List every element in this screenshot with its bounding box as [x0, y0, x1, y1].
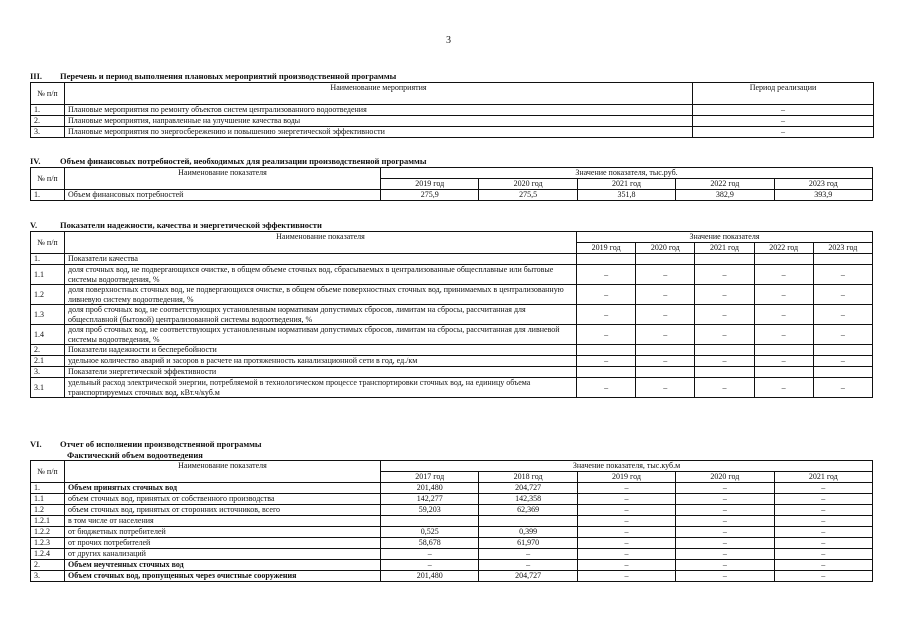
section-6-subtitle: Фактический объем водоотведения — [67, 450, 203, 460]
table-row — [31, 127, 874, 138]
col-header-num: № п/п — [31, 83, 65, 105]
col-header-value: Значение показателя, тыс.куб.м — [381, 461, 873, 472]
value-cell: – — [676, 571, 774, 582]
period-value: – — [693, 127, 874, 138]
value-cell: 58,678 — [381, 538, 479, 549]
section-5 — [30, 220, 873, 398]
value-cell: – — [676, 527, 774, 538]
value-cell: – — [676, 516, 774, 527]
col-header-value: Значение показателя — [577, 232, 873, 243]
value-cell: – — [676, 494, 774, 505]
table-header-row — [31, 168, 873, 179]
value-cell: – — [636, 356, 695, 367]
value-cell: 275,5 — [479, 190, 577, 201]
table-row — [31, 345, 873, 356]
row-number: 1.4 — [31, 325, 65, 345]
indicator-name: Объем принятых сточных вод — [65, 483, 381, 494]
value-cell: – — [577, 483, 675, 494]
section-6-title-text: Отчет об исполнении производственной программы — [60, 439, 262, 449]
value-cell: – — [636, 265, 695, 285]
indicator-name: удельное количество аварий и засоров в расчете на протяженность канализационной сети в год, ед./км — [65, 356, 577, 367]
year-header: 2019 год — [577, 472, 675, 483]
value-cell: – — [676, 505, 774, 516]
period-value: – — [693, 116, 874, 127]
value-cell — [813, 367, 872, 378]
value-cell: 275,9 — [381, 190, 479, 201]
value-cell — [695, 254, 754, 265]
indicator-name: Объем неучтенных сточных вод — [65, 560, 381, 571]
value-cell — [754, 367, 813, 378]
row-number: 3. — [31, 571, 65, 582]
row-number: 1.2.1 — [31, 516, 65, 527]
value-cell: – — [479, 549, 577, 560]
table-row — [31, 560, 873, 571]
indicator-name: Объем финансовых потребностей — [65, 190, 381, 201]
row-number: 1.2.2 — [31, 527, 65, 538]
row-number: 1.1 — [31, 494, 65, 505]
col-header-activity: Наименование мероприятия — [65, 83, 693, 105]
value-cell: – — [774, 505, 872, 516]
table-row — [31, 116, 874, 127]
value-cell: – — [754, 325, 813, 345]
col-header-num: № п/п — [31, 232, 65, 254]
year-header: 2023 год — [813, 243, 872, 254]
value-cell: – — [813, 305, 872, 325]
table-row — [31, 105, 874, 116]
value-cell: – — [695, 285, 754, 305]
table-row — [31, 516, 873, 527]
year-header: 2020 год — [676, 472, 774, 483]
section-6-title — [30, 439, 873, 450]
value-cell: – — [695, 356, 754, 367]
value-cell: – — [813, 285, 872, 305]
financial-needs-table — [30, 167, 873, 201]
value-cell: 142,277 — [381, 494, 479, 505]
page-number: 3 — [446, 35, 451, 46]
section-4-title-text: Объем финансовых потребностей, необходимых для реализации производственной программы — [60, 156, 427, 166]
period-value: – — [693, 105, 874, 116]
value-cell: – — [577, 516, 675, 527]
col-header-num: № п/п — [31, 168, 65, 190]
row-number: 3.1 — [31, 378, 65, 398]
value-cell: – — [577, 378, 636, 398]
value-cell: – — [754, 285, 813, 305]
value-cell — [479, 516, 577, 527]
value-cell: – — [577, 325, 636, 345]
table-row — [31, 571, 873, 582]
value-cell: – — [577, 285, 636, 305]
year-header: 2017 год — [381, 472, 479, 483]
value-cell: – — [577, 265, 636, 285]
value-cell — [636, 367, 695, 378]
value-cell: 142,358 — [479, 494, 577, 505]
value-cell: – — [813, 265, 872, 285]
value-cell: – — [577, 538, 675, 549]
activity-name: Плановые мероприятия по ремонту объектов систем централизованного водоотведения — [65, 105, 693, 116]
table-row — [31, 356, 873, 367]
value-cell: – — [636, 305, 695, 325]
row-number: 1.2.4 — [31, 549, 65, 560]
value-cell — [381, 516, 479, 527]
row-number: 2. — [31, 560, 65, 571]
value-cell: – — [754, 265, 813, 285]
value-cell: – — [774, 560, 872, 571]
value-cell: – — [754, 356, 813, 367]
value-cell: – — [695, 378, 754, 398]
table-row — [31, 505, 873, 516]
value-cell: 59,203 — [381, 505, 479, 516]
table-row — [31, 265, 873, 285]
indicator-name: доля проб сточных вод, не соответствующих установленным нормативам допустимых сбросов, лимитам на сбросы, рассчитанная для общесплавной (бытовой) централизованной системы водоотведения, % — [65, 305, 577, 325]
value-cell: – — [479, 560, 577, 571]
row-number: 1.3 — [31, 305, 65, 325]
section-3 — [30, 71, 873, 138]
reliability-indicators-table — [30, 231, 873, 398]
table-row — [31, 494, 873, 505]
report-table — [30, 460, 873, 582]
value-cell — [577, 254, 636, 265]
value-cell: – — [577, 494, 675, 505]
row-number: 1.2 — [31, 505, 65, 516]
section-4-title — [30, 156, 873, 167]
section-3-number: III. — [30, 71, 43, 81]
row-number: 1.2 — [31, 285, 65, 305]
value-cell: – — [774, 538, 872, 549]
year-header: 2018 год — [479, 472, 577, 483]
row-number: 2. — [31, 116, 65, 127]
value-cell: – — [774, 549, 872, 560]
table-row — [31, 378, 873, 398]
indicator-name: от бюджетных потребителей — [65, 527, 381, 538]
row-number: 2. — [31, 345, 65, 356]
value-cell: 0,399 — [479, 527, 577, 538]
year-header: 2021 год — [695, 243, 754, 254]
indicator-name: от прочих потребителей — [65, 538, 381, 549]
planned-activities-table — [30, 82, 874, 138]
value-cell: 61,970 — [479, 538, 577, 549]
value-cell: 201,480 — [381, 483, 479, 494]
value-cell: – — [577, 560, 675, 571]
value-cell: – — [695, 325, 754, 345]
col-header-indicator: Наименование показателя — [65, 232, 577, 254]
row-number: 1.2.3 — [31, 538, 65, 549]
row-number: 1. — [31, 254, 65, 265]
year-header: 2020 год — [479, 179, 577, 190]
value-cell: – — [676, 549, 774, 560]
col-header-value: Значение показателя, тыс.руб. — [381, 168, 873, 179]
value-cell — [577, 345, 636, 356]
indicator-name: Объем сточных вод, пропущенных через очистные сооружения — [65, 571, 381, 582]
row-number: 1. — [31, 190, 65, 201]
section-4 — [30, 156, 873, 201]
value-cell: 382,9 — [676, 190, 774, 201]
value-cell: – — [774, 494, 872, 505]
table-row — [31, 549, 873, 560]
value-cell — [754, 345, 813, 356]
activity-name: Плановые мероприятия, направленные на улучшение качества воды — [65, 116, 693, 127]
value-cell — [813, 345, 872, 356]
year-header: 2022 год — [754, 243, 813, 254]
row-number: 2.1 — [31, 356, 65, 367]
year-header: 2022 год — [676, 179, 774, 190]
row-number: 1. — [31, 105, 65, 116]
value-cell: 204,727 — [479, 483, 577, 494]
year-header: 2020 год — [636, 243, 695, 254]
row-number: 1. — [31, 483, 65, 494]
table-row — [31, 325, 873, 345]
year-header: 2021 год — [577, 179, 675, 190]
value-cell: – — [774, 483, 872, 494]
value-cell: – — [636, 378, 695, 398]
section-6 — [30, 439, 873, 582]
indicator-name: Показатели надежности и бесперебойности — [65, 345, 577, 356]
value-cell: – — [754, 305, 813, 325]
value-cell: – — [676, 483, 774, 494]
table-header-row — [31, 461, 873, 472]
indicator-name: удельный расход электрической энергии, потребляемой в технологическом процессе транспортировки сточных вод, на единицу объема транспортируемых сточных вод, кВт.ч/куб.м — [65, 378, 577, 398]
value-cell: – — [813, 356, 872, 367]
section-5-title — [30, 220, 873, 231]
value-cell — [813, 254, 872, 265]
indicator-name: объем сточных вод, принятых от сторонних источников, всего — [65, 505, 381, 516]
indicator-name: в том числе от населения — [65, 516, 381, 527]
col-header-indicator: Наименование показателя — [65, 168, 381, 190]
value-cell — [754, 254, 813, 265]
indicator-name: от других канализаций — [65, 549, 381, 560]
value-cell: – — [695, 265, 754, 285]
table-row — [31, 305, 873, 325]
section-3-title — [30, 71, 873, 82]
value-cell: 201,480 — [381, 571, 479, 582]
value-cell: – — [774, 527, 872, 538]
value-cell: – — [577, 356, 636, 367]
value-cell: – — [636, 285, 695, 305]
value-cell: – — [754, 378, 813, 398]
activity-name: Плановые мероприятия по энергосбережению и повышению энергетической эффективности — [65, 127, 693, 138]
value-cell: – — [676, 538, 774, 549]
value-cell: 0,525 — [381, 527, 479, 538]
value-cell — [695, 345, 754, 356]
value-cell: – — [577, 505, 675, 516]
section-3-title-text: Перечень и период выполнения плановых мероприятий производственной программы — [60, 71, 397, 81]
table-row — [31, 538, 873, 549]
value-cell: – — [813, 378, 872, 398]
indicator-name: доля проб сточных вод, не соответствующих установленным нормативам допустимых сбросов, лимитам на сбросы, рассчитанная для ливневой системы водоотведения, % — [65, 325, 577, 345]
value-cell: – — [636, 325, 695, 345]
table-row — [31, 190, 873, 201]
value-cell: – — [813, 325, 872, 345]
col-header-indicator: Наименование показателя — [65, 461, 381, 483]
table-row — [31, 254, 873, 265]
col-header-period: Период реализации — [693, 83, 874, 105]
year-header: 2021 год — [774, 472, 872, 483]
year-header: 2019 год — [381, 179, 479, 190]
value-cell: 393,9 — [774, 190, 872, 201]
year-header: 2023 год — [774, 179, 872, 190]
indicator-name: доля сточных вод, не подвергающихся очистке, в общем объеме сточных вод, сбрасываемых в централизованные общесплавные или бытовые системы водоотведения, % — [65, 265, 577, 285]
value-cell — [636, 345, 695, 356]
value-cell: – — [774, 571, 872, 582]
indicator-name: доля поверхностных сточных вод, не подвергающихся очистке, в общем объеме поверхностных сточных вод, принимаемых в централизованную ливневую систему водоотведения, % — [65, 285, 577, 305]
row-number: 1.1 — [31, 265, 65, 285]
table-row — [31, 483, 873, 494]
value-cell — [695, 367, 754, 378]
value-cell: – — [381, 549, 479, 560]
section-6-number: VI. — [30, 439, 42, 449]
table-row — [31, 367, 873, 378]
value-cell: 62,369 — [479, 505, 577, 516]
row-number: 3. — [31, 127, 65, 138]
section-4-number: IV. — [30, 156, 41, 166]
indicator-name: Показатели качества — [65, 254, 577, 265]
section-5-number: V. — [30, 220, 38, 230]
col-header-num: № п/п — [31, 461, 65, 483]
value-cell: – — [381, 560, 479, 571]
indicator-name: объем сточных вод, принятых от собственного производства — [65, 494, 381, 505]
value-cell: – — [577, 571, 675, 582]
value-cell: – — [695, 305, 754, 325]
value-cell: – — [577, 549, 675, 560]
value-cell: – — [577, 527, 675, 538]
value-cell — [577, 367, 636, 378]
value-cell — [636, 254, 695, 265]
value-cell: – — [676, 560, 774, 571]
value-cell: 204,727 — [479, 571, 577, 582]
indicator-name: Показатели энергетической эффективности — [65, 367, 577, 378]
table-header-row — [31, 232, 873, 243]
value-cell: – — [774, 516, 872, 527]
value-cell: 351,8 — [577, 190, 675, 201]
table-row — [31, 285, 873, 305]
value-cell: – — [577, 305, 636, 325]
table-row — [31, 527, 873, 538]
year-header: 2019 год — [577, 243, 636, 254]
section-5-title-text: Показатели надежности, качества и энергетической эффективности — [60, 220, 322, 230]
table-header-row — [31, 83, 874, 105]
row-number: 3. — [31, 367, 65, 378]
